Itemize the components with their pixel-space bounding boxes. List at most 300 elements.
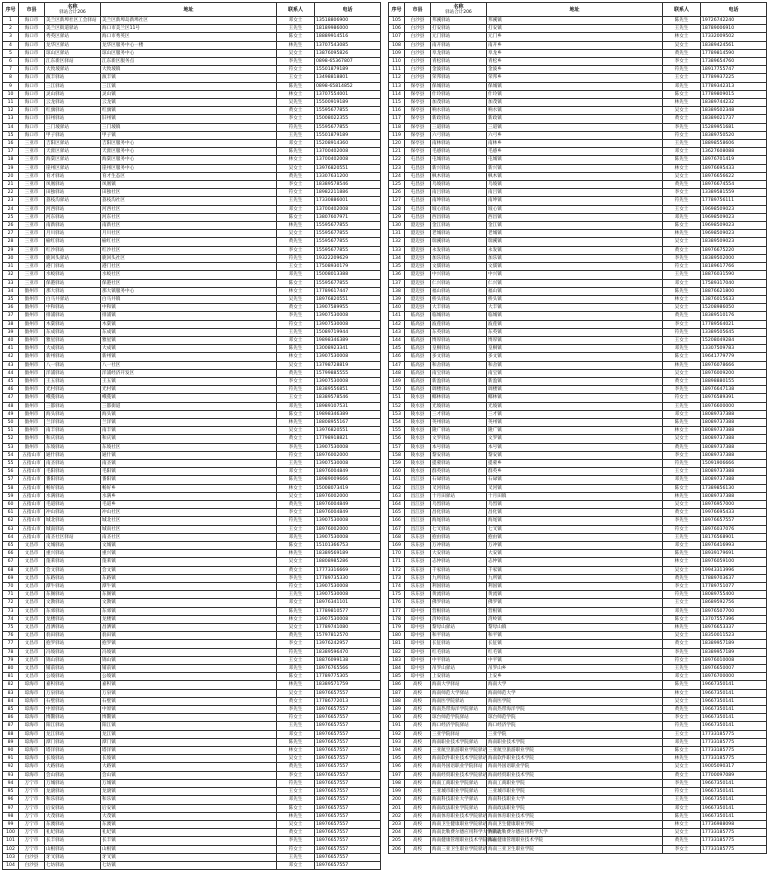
cell-seq: 65 <box>3 542 19 550</box>
cell-contact: 陈先生 <box>277 476 315 484</box>
cell-seq: 164 <box>389 500 405 508</box>
cell-city: 临高县 <box>405 386 431 394</box>
cell-name: 三亚学院驿站 <box>431 730 487 738</box>
header-address: 地址 <box>487 3 663 17</box>
cell-phone: 18889914516 <box>315 33 381 41</box>
cell-seq: 58 <box>3 484 19 492</box>
cell-phone: 15799885555 <box>315 369 381 377</box>
cell-contact: 邓先生 <box>663 476 701 484</box>
cell-city: 琼中县 <box>405 607 431 615</box>
cell-phone: 18976004849 <box>315 500 381 508</box>
cell-phone: 15008013388 <box>315 271 381 279</box>
cell-phone: 18876031590 <box>701 271 767 279</box>
cell-name: 番阳驿站 <box>45 476 101 484</box>
cell-city: 临高县 <box>405 353 431 361</box>
cell-address: 南吕镇 <box>487 189 663 197</box>
cell-address: 提蒙乡 <box>487 459 663 467</box>
cell-name: 阳江驿站 <box>45 722 101 730</box>
cell-contact: 陈先生 <box>277 607 315 615</box>
cell-seq: 103 <box>3 853 19 861</box>
cell-seq: 46 <box>3 386 19 394</box>
cell-seq: 183 <box>389 656 405 664</box>
cell-name: 王五驿站 <box>45 377 101 385</box>
cell-address: 响水镇 <box>487 107 663 115</box>
table-row <box>389 336 767 344</box>
cell-address: 什玲镇 <box>487 90 663 98</box>
cell-city: 临高县 <box>405 369 431 377</box>
cell-address: 文城镇 <box>101 542 277 550</box>
table-row <box>3 771 381 779</box>
cell-city: 儋州市 <box>19 410 45 418</box>
cell-city: 琼海市 <box>19 763 45 771</box>
cell-name: 三都驿站 <box>45 402 101 410</box>
header-phone: 电话 <box>315 3 381 17</box>
table-row <box>3 107 381 115</box>
cell-contact: 邓先生 <box>663 82 701 90</box>
cell-contact: 黄先生 <box>277 763 315 771</box>
table-row <box>389 271 767 279</box>
cell-phone: 17736988098 <box>701 820 767 828</box>
cell-seq: 45 <box>3 377 19 385</box>
cell-phone: 18976657557 <box>315 730 381 738</box>
cell-phone: 18976002000 <box>315 492 381 500</box>
cell-phone: 18976002000 <box>315 451 381 459</box>
cell-seq: 30 <box>3 254 19 262</box>
cell-seq: 149 <box>389 377 405 385</box>
cell-address: 排浦镇 <box>101 312 277 320</box>
cell-phone: 17733185775 <box>701 747 767 755</box>
cell-contact: 符先生 <box>663 459 701 467</box>
cell-name: 万泉驿站 <box>45 689 101 697</box>
table-row <box>389 402 767 410</box>
cell-phone: 18089737388 <box>701 435 767 443</box>
cell-contact: 黄先生 <box>663 706 701 714</box>
cell-city: 临高县 <box>405 361 431 369</box>
cell-phone: 18976657557 <box>315 722 381 730</box>
table-row <box>3 58 381 66</box>
cell-contact: 黄女士 <box>277 435 315 443</box>
cell-contact: 吴女士 <box>663 172 701 180</box>
cell-seq: 205 <box>389 837 405 845</box>
cell-phone: 18976341101 <box>315 599 381 607</box>
table-row <box>389 115 767 123</box>
cell-phone: 19667350141 <box>701 689 767 697</box>
cell-address: 通什镇 <box>101 451 277 459</box>
cell-contact: 黄女士 <box>277 697 315 705</box>
cell-city: 琼海市 <box>19 722 45 730</box>
cell-name: 那大驿站 <box>45 287 101 295</box>
cell-city: 儋州市 <box>19 312 45 320</box>
cell-address: 山根镇 <box>101 845 277 853</box>
cell-seq: 72 <box>3 599 19 607</box>
cell-seq: 127 <box>389 197 405 205</box>
cell-city: 陵水县 <box>405 468 431 476</box>
cell-name: 中平驿站 <box>431 656 487 664</box>
cell-name: 乌烈驿站 <box>431 500 487 508</box>
cell-contact: 王女士 <box>663 730 701 738</box>
cell-phone: 13907589955 <box>315 304 381 312</box>
cell-name: 海南师范大学驿站 <box>431 689 487 697</box>
table-row <box>389 829 767 837</box>
cell-seq: 203 <box>389 820 405 828</box>
table-row <box>3 254 381 262</box>
cell-name: 万城驿站 <box>45 779 101 787</box>
cell-name: 金江驿站 <box>431 222 487 230</box>
cell-address: 峨蔓镇 <box>101 394 277 402</box>
cell-phone: 13976820551 <box>315 164 381 172</box>
cell-phone: 19667350141 <box>701 812 767 820</box>
cell-city: 高校 <box>405 812 431 820</box>
cell-phone: 18808955167 <box>315 418 381 426</box>
cell-seq: 132 <box>389 238 405 246</box>
cell-address: 和庆镇 <box>101 435 277 443</box>
cell-city: 保亭县 <box>405 131 431 139</box>
cell-contact: 吴先生 <box>277 295 315 303</box>
table-row <box>389 58 767 66</box>
cell-city: 文昌市 <box>19 599 45 607</box>
cell-contact: 符先生 <box>663 722 701 730</box>
cell-address: 水满乡 <box>101 492 277 500</box>
cell-contact: 王先生 <box>663 796 701 804</box>
table-row <box>389 779 767 787</box>
cell-phone: 18976656622 <box>701 172 767 180</box>
cell-address: 阳江镇 <box>101 722 277 730</box>
cell-contact: 王女士 <box>663 74 701 82</box>
cell-address: 海南软件职业技术学院 <box>487 755 663 763</box>
table-row <box>3 632 381 640</box>
cell-city: 琼海市 <box>19 714 45 722</box>
cell-phone: 15008073419 <box>315 484 381 492</box>
table-row <box>389 189 767 197</box>
table-row <box>3 591 381 599</box>
cell-phone: 17789342313 <box>701 82 767 90</box>
cell-seq: 10 <box>3 90 19 98</box>
table-row <box>3 377 381 385</box>
cell-name: 瑞溪驿站 <box>431 238 487 246</box>
table-row <box>389 722 767 730</box>
cell-address: 营根镇 <box>487 607 663 615</box>
cell-address: 三门坡镇 <box>101 123 277 131</box>
cell-contact: 王女士 <box>663 336 701 344</box>
cell-seq: 124 <box>389 172 405 180</box>
cell-city: 海口市 <box>19 99 45 107</box>
cell-city: 高校 <box>405 763 431 771</box>
cell-address: 南宝镇 <box>487 369 663 377</box>
cell-city: 海口市 <box>19 58 45 66</box>
cell-city: 五指山市 <box>19 484 45 492</box>
cell-phone: 18976657557 <box>315 829 381 837</box>
cell-contact: 吴女士 <box>663 369 701 377</box>
cell-city: 儋州市 <box>19 386 45 394</box>
cell-name: 打安驿站 <box>431 25 487 33</box>
cell-contact: 林先生 <box>277 222 315 230</box>
table-row <box>3 312 381 320</box>
cell-name: 龙楼驿站 <box>45 615 101 623</box>
cell-name: 田独驿站 <box>45 189 101 197</box>
cell-seq: 162 <box>389 484 405 492</box>
table-row <box>389 632 767 640</box>
cell-seq: 202 <box>389 812 405 820</box>
cell-address: 新州镇 <box>101 353 277 361</box>
cell-address: 美兰区新埠岛新埠社区 <box>101 17 277 25</box>
cell-seq: 106 <box>389 25 405 33</box>
table-row <box>3 517 381 525</box>
cell-address: 海南职业技术学院 <box>487 738 663 746</box>
cell-seq: 97 <box>3 804 19 812</box>
cell-seq: 182 <box>389 648 405 656</box>
cell-name: 三道驿站 <box>431 123 487 131</box>
cell-contact: 王女士 <box>663 468 701 476</box>
cell-address: 牙叉镇 <box>101 853 277 861</box>
cell-address: 大丰镇 <box>487 304 663 312</box>
cell-address: 阜龙乡 <box>487 49 663 57</box>
cell-name: 铺前驿站 <box>45 665 101 673</box>
cell-contact: 林先生 <box>663 492 701 500</box>
table-row <box>3 533 381 541</box>
cell-name: 河东驿站 <box>45 213 101 221</box>
cell-city: 三亚市 <box>19 205 45 213</box>
cell-phone: 15500919189 <box>315 99 381 107</box>
cell-name: 海南体育职业技术学院驿站 <box>432 813 488 819</box>
cell-contact: 林女士 <box>663 427 701 435</box>
cell-address: 天涯区服务中心 <box>101 148 277 156</box>
cell-name: 龙滚驿站 <box>45 788 101 796</box>
cell-contact: 李女士 <box>277 771 315 779</box>
cell-phone: 13307631200 <box>315 172 381 180</box>
cell-city: 海口市 <box>19 17 45 25</box>
cell-name: 什玲驿站 <box>431 90 487 98</box>
cell-seq: 136 <box>389 271 405 279</box>
cell-city: 澄迈县 <box>405 295 431 303</box>
header-city: 市县 <box>405 3 431 17</box>
cell-seq: 4 <box>3 41 19 49</box>
cell-contact: 林先生 <box>277 550 315 558</box>
cell-contact: 邓先生 <box>277 665 315 673</box>
table-row <box>389 222 767 230</box>
cell-address: 千家镇 <box>487 566 663 574</box>
table-row <box>389 107 767 115</box>
cell-name: 坡心驿站 <box>431 205 487 213</box>
cell-phone: 19698509023 <box>701 222 767 230</box>
cell-name: 海南卫生健康职业学院驿站 <box>432 821 488 827</box>
cell-address: 中原镇 <box>101 706 277 714</box>
cell-seq: 120 <box>389 140 405 148</box>
cell-address: 金波乡 <box>487 66 663 74</box>
cell-contact: 符先生 <box>277 517 315 525</box>
cell-city: 高校 <box>405 681 431 689</box>
cell-contact: 黄女士 <box>277 566 315 574</box>
cell-city: 陵水县 <box>405 459 431 467</box>
cell-phone: 13498818801 <box>315 74 381 82</box>
cell-city: 白沙县 <box>405 41 431 49</box>
cell-address: 田独社区 <box>101 189 277 197</box>
cell-seq: 17 <box>3 148 19 156</box>
table-row <box>389 509 767 517</box>
cell-phone: 18389556851 <box>315 386 381 394</box>
table-row <box>3 181 381 189</box>
cell-name: 佛罗驿站 <box>431 599 487 607</box>
cell-address: 长坡镇 <box>101 755 277 763</box>
table-row <box>3 345 381 353</box>
cell-contact: 符先生 <box>277 779 315 787</box>
cell-name: 江东新区驿站 <box>45 58 101 66</box>
cell-name: 英州驿站 <box>431 418 487 426</box>
cell-name: 城南驿站 <box>45 525 101 533</box>
cell-address: 中平镇 <box>487 656 663 664</box>
cell-address: 七叉镇 <box>487 525 663 533</box>
table-row <box>3 451 381 459</box>
cell-name: 凤凰驿站 <box>45 181 101 189</box>
cell-phone: 18389578546 <box>315 181 381 189</box>
cell-phone: 19667350141 <box>701 681 767 689</box>
cell-city: 高校 <box>405 771 431 779</box>
cell-name: 和舍驿站 <box>431 361 487 369</box>
cell-name: 昌化驿站 <box>431 509 487 517</box>
cell-phone: 18976657557 <box>315 804 381 812</box>
cell-name: 提蒙驿站 <box>431 459 487 467</box>
table-row <box>389 747 767 755</box>
table-row <box>3 542 381 550</box>
table-row <box>389 386 767 394</box>
cell-address: 九所镇 <box>487 574 663 582</box>
table-row <box>389 17 767 25</box>
cell-seq: 75 <box>3 624 19 632</box>
cell-name: 海南软件职业技术学院驿站 <box>432 756 488 762</box>
cell-phone: 18976695433 <box>701 164 767 172</box>
cell-seq: 125 <box>389 181 405 189</box>
cell-name: 海口经济学院驿站 <box>431 722 487 730</box>
cell-address: 保城镇 <box>487 82 663 90</box>
cell-name: 抱由驿站 <box>431 533 487 541</box>
cell-phone: 15595677855 <box>315 107 381 115</box>
cell-seq: 40 <box>3 336 19 344</box>
cell-name: 青松驿站 <box>431 58 487 66</box>
cell-contact: 王先生 <box>663 533 701 541</box>
cell-contact: 吴女士 <box>277 361 315 369</box>
cell-seq: 156 <box>389 435 405 443</box>
table-row <box>389 484 767 492</box>
cell-seq: 37 <box>3 312 19 320</box>
cell-contact: 吴女士 <box>663 304 701 312</box>
table-row <box>3 738 381 746</box>
cell-name: 东坡驿站 <box>45 443 101 451</box>
table-row <box>3 861 381 869</box>
cell-name: 中兴驿站 <box>431 271 487 279</box>
cell-phone: 15595677855 <box>315 279 381 287</box>
cell-address: 重兴镇 <box>101 550 277 558</box>
table-row <box>3 115 381 123</box>
cell-phone: 18389744232 <box>701 99 767 107</box>
cell-city: 儋州市 <box>19 328 45 336</box>
cell-address: 红旗镇 <box>101 107 277 115</box>
cell-name: 千家驿站 <box>431 566 487 574</box>
cell-phone: 18989107531 <box>315 402 381 410</box>
cell-address: 崖州区服务中心 <box>101 164 277 172</box>
table-row <box>3 427 381 435</box>
cell-contact: 李先生 <box>277 574 315 582</box>
cell-phone: 15595677855 <box>315 230 381 238</box>
cell-phone: 13389581559 <box>701 189 767 197</box>
cell-phone: 13907530008 <box>315 459 381 467</box>
cell-name: 红旗驿站 <box>45 107 101 115</box>
cell-phone: 13907530008 <box>315 443 381 451</box>
cell-address: 海南工商职业学院 <box>487 779 663 787</box>
cell-phone: 18189986000 <box>315 25 381 33</box>
cell-contact: 林先生 <box>663 755 701 763</box>
cell-phone: 18350011523 <box>701 632 767 640</box>
cell-city: 昌江县 <box>405 509 431 517</box>
cell-contact: 邓女士 <box>663 279 701 287</box>
cell-address: 三亚学院 <box>487 730 663 738</box>
cell-name: 海南经贸职业技术学院驿站 <box>432 772 488 778</box>
cell-phone: 0898-65814852 <box>315 82 381 90</box>
cell-contact: 李女士 <box>663 845 701 853</box>
cell-name: 博厚驿站 <box>431 336 487 344</box>
table-row <box>389 459 767 467</box>
cell-address: 海头镇 <box>101 410 277 418</box>
table-row <box>389 443 767 451</box>
cell-phone: 15101366753 <box>315 542 381 550</box>
cell-contact: 符女士 <box>663 394 701 402</box>
cell-contact: 黄先生 <box>663 443 701 451</box>
cell-seq: 104 <box>3 861 19 869</box>
cell-seq: 100 <box>3 829 19 837</box>
cell-seq: 55 <box>3 459 19 467</box>
cell-name: 塔洋驿站 <box>45 747 101 755</box>
cell-contact: 邓女士 <box>277 730 315 738</box>
cell-city: 文昌市 <box>19 615 45 623</box>
table-row <box>389 665 767 673</box>
cell-seq: 185 <box>389 673 405 681</box>
cell-address: 琼台师范学院 <box>487 714 663 722</box>
cell-address: 毛阳镇 <box>101 468 277 476</box>
cell-contact: 陈先生 <box>663 156 701 164</box>
cell-city: 乐东县 <box>405 583 431 591</box>
cell-name: 会山驿站 <box>45 771 101 779</box>
cell-phone: 18976657557 <box>315 820 381 828</box>
table-row <box>389 287 767 295</box>
cell-city: 澄迈县 <box>405 254 431 262</box>
cell-phone: 15289951681 <box>701 123 767 131</box>
cell-phone: 13907530008 <box>315 591 381 599</box>
cell-city: 白沙县 <box>19 853 45 861</box>
cell-address: 雅星镇 <box>101 336 277 344</box>
cell-seq: 95 <box>3 788 19 796</box>
cell-seq: 107 <box>389 33 405 41</box>
cell-city: 高校 <box>405 837 431 845</box>
table-row <box>389 624 767 632</box>
cell-city: 海口市 <box>19 115 45 123</box>
table-row <box>389 837 767 845</box>
cell-address: 龙华区服务中心一楼 <box>101 41 277 49</box>
cell-name: 海南比勒费尔德应用科学大学驿站 <box>432 830 501 836</box>
cell-name: 东英驿站 <box>431 328 487 336</box>
cell-phone: 19667350141 <box>701 779 767 787</box>
cell-name: 海南大学驿站 <box>431 681 487 689</box>
cell-address: 江东新区服务点 <box>101 58 277 66</box>
cell-phone: 18976701419 <box>701 156 767 164</box>
header-address: 地址 <box>101 3 277 17</box>
table-row <box>3 156 381 164</box>
cell-city: 万宁市 <box>19 837 45 845</box>
cell-seq: 189 <box>389 706 405 714</box>
cell-address: 新盈镇 <box>487 377 663 385</box>
right-table-body <box>389 17 767 854</box>
cell-address: 海南经贸职业技术学院 <box>487 771 663 779</box>
cell-city: 文昌市 <box>19 566 45 574</box>
cell-address: 番阳镇 <box>101 476 277 484</box>
table-row <box>3 148 381 156</box>
